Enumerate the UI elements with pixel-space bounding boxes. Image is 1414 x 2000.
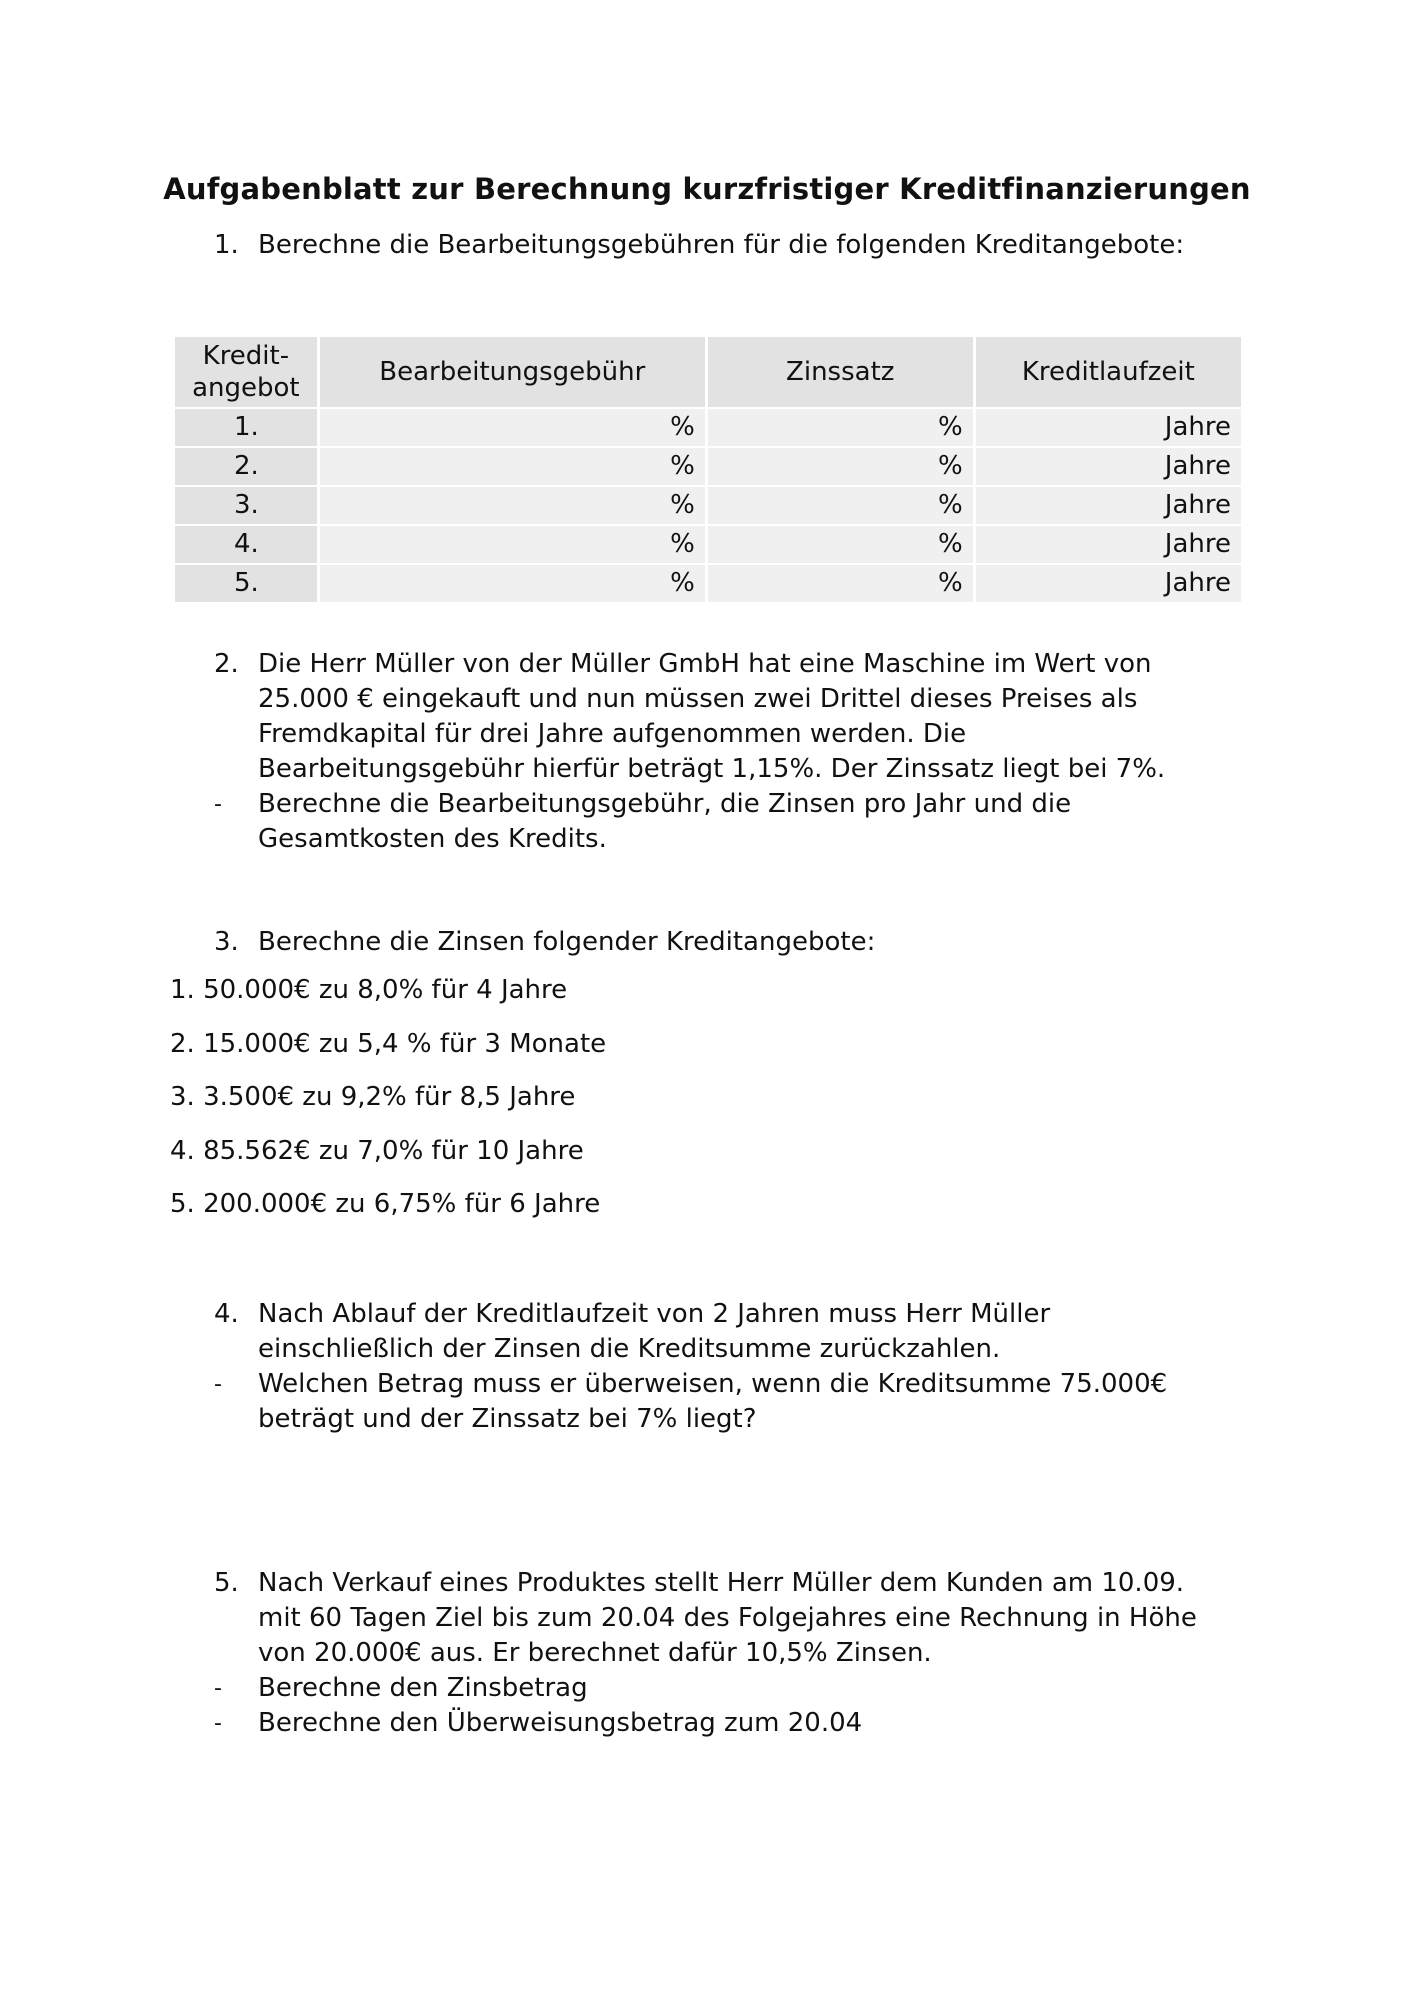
- rate-cell: %: [708, 526, 973, 563]
- fee-cell: %: [320, 565, 705, 602]
- task-number: 3.: [214, 927, 239, 957]
- row-number: 2.: [175, 448, 317, 485]
- task-number: 5.: [214, 1568, 239, 1598]
- task-number: 2.: [214, 649, 239, 679]
- credit-offer-list: [170, 973, 606, 1241]
- task-bullet: [214, 1671, 1234, 1706]
- list-item: 4. 85.562€ zu 7,0% für 10 Jahre: [170, 1135, 584, 1166]
- rate-cell: %: [708, 448, 973, 485]
- fee-cell: %: [320, 487, 705, 524]
- table-row: [175, 448, 1241, 485]
- term-cell: Jahre: [976, 487, 1241, 524]
- row-number: 1.: [175, 409, 317, 446]
- task-2: [214, 647, 1234, 857]
- dash-marker: -: [214, 1711, 222, 1736]
- task-text: Berechne die Bearbeitungsgebühren für die folgenden Kreditangebote:: [258, 230, 1185, 260]
- row-number: 4.: [175, 526, 317, 563]
- header-kreditangebot: Kredit- angebot: [175, 337, 317, 407]
- list-item: 5. 200.000€ zu 6,75% für 6 Jahre: [170, 1189, 601, 1219]
- task-1: [214, 228, 1234, 263]
- task-text: Die Herr Müller von der Müller GmbH hat eine Maschine im Wert von 25.000 € eingekauft und nun müssen zwei Drittel dieses Preises als Fremdkapital für drei Jahre aufgenommen werden. Die Bearbeitungsgebühr hierfür beträgt 1,15%. Der Zinssatz liegt bei 7%.: [258, 649, 1166, 784]
- bullet-text: Berechne den Überweisungsbetrag zum 20.04: [258, 1708, 863, 1738]
- table-header-row: [175, 337, 1241, 407]
- table-row: [175, 409, 1241, 446]
- header-kreditlaufzeit: Kreditlaufzeit: [976, 337, 1241, 407]
- bullet-text: Berechne die Bearbeitungsgebühr, die Zinsen pro Jahr und die Gesamtkosten des Kredits.: [258, 789, 1072, 854]
- list-item: 1. 50.000€ zu 8,0% für 4 Jahre: [170, 975, 568, 1005]
- term-cell: Jahre: [976, 409, 1241, 446]
- table-row: [175, 487, 1241, 524]
- task-text: Berechne die Zinsen folgender Kreditangebote:: [258, 927, 876, 957]
- table-row: [175, 526, 1241, 563]
- rate-cell: %: [708, 409, 973, 446]
- dash-marker: -: [214, 1372, 222, 1397]
- header-zinssatz: Zinssatz: [708, 337, 973, 407]
- list-item: 3. 3.500€ zu 9,2% für 8,5 Jahre: [170, 1082, 576, 1112]
- header-bearbeitungsgebuehr: Bearbeitungsgebühr: [320, 337, 705, 407]
- bullet-text: Welchen Betrag muss er überweisen, wenn die Kreditsumme 75.000€ beträgt und der Zinssatz bei 7% liegt?: [258, 1369, 1168, 1434]
- fee-cell: %: [320, 448, 705, 485]
- term-cell: Jahre: [976, 448, 1241, 485]
- list-item: 2. 15.000€ zu 5,4 % für 3 Monate: [170, 1028, 607, 1059]
- bullet-text: Berechne den Zinsbetrag: [258, 1673, 588, 1703]
- term-cell: Jahre: [976, 565, 1241, 602]
- dash-marker: -: [214, 1676, 222, 1701]
- credit-offer-table: [172, 335, 1244, 604]
- task-3: [214, 925, 1234, 960]
- fee-cell: %: [320, 526, 705, 563]
- task-text: Nach Ablauf der Kreditlaufzeit von 2 Jahren muss Herr Müller einschließlich der Zinsen die Kreditsumme zurückzahlen.: [258, 1299, 1051, 1364]
- task-text: Nach Verkauf eines Produktes stellt Herr Müller dem Kunden am 10.09. mit 60 Tagen Ziel bis zum 20.04 des Folgejahres eine Rechnung in Höhe von 20.000€ aus. Er berechnet dafür 10,5% Zinsen.: [258, 1568, 1197, 1668]
- task-bullet: [214, 787, 1234, 857]
- task-bullet: [214, 1706, 1234, 1741]
- task-4: [214, 1297, 1234, 1437]
- task-number: 4.: [214, 1299, 239, 1329]
- term-cell: Jahre: [976, 526, 1241, 563]
- task-number: 1.: [214, 230, 239, 260]
- table-row: [175, 565, 1241, 602]
- row-number: 3.: [175, 487, 317, 524]
- row-number: 5.: [175, 565, 317, 602]
- rate-cell: %: [708, 487, 973, 524]
- fee-cell: %: [320, 409, 705, 446]
- rate-cell: %: [708, 565, 973, 602]
- dash-marker: -: [214, 792, 222, 817]
- task-5: [214, 1566, 1234, 1741]
- page-title: Aufgabenblatt zur Berechnung kurzfristiger Kreditfinanzierungen: [163, 172, 1251, 206]
- task-bullet: [214, 1367, 1234, 1437]
